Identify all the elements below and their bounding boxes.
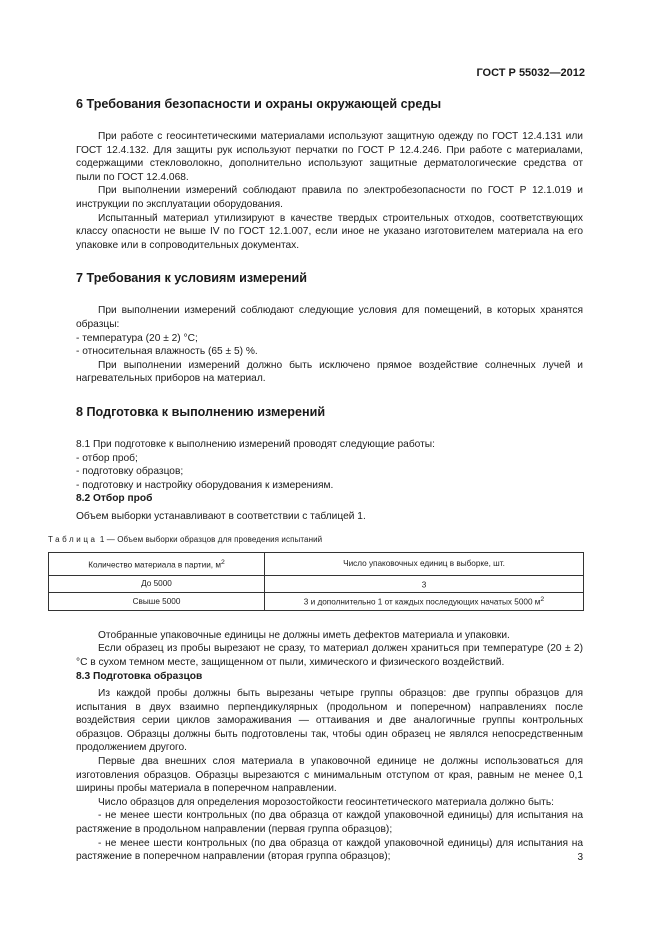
section-6-heading: 6 Требования безопасности и охраны окружающей среды bbox=[76, 97, 442, 111]
standard-number: ГОСТ Р 55032—2012 bbox=[476, 67, 585, 79]
clause-8-3-paragraph-3: Число образцов для определения морозостойкости геосинтетического материала должно быть: bbox=[98, 796, 554, 808]
table-caption-text: 1 — Объем выборки образцов для проведения испытаний bbox=[97, 535, 323, 545]
table-row bbox=[49, 576, 584, 593]
section-7-heading: 7 Требования к условиям измерений bbox=[76, 271, 307, 286]
table-header-row bbox=[49, 553, 584, 576]
table-caption-word: Таблица bbox=[48, 535, 98, 545]
table-note-paragraph-1: Отобранные упаковочные единицы не должны иметь дефектов материала и упаковки. bbox=[98, 629, 510, 641]
section-6-paragraph-3: Испытанный материал утилизируют в качестве твердых строительных отходов, соответствующих классу опасности не выше IV по ГОСТ 12.1.007, если иное не указано изготовителем материала на его упаковке или в сопроводительных документах. bbox=[76, 212, 583, 251]
section-7-bullet-2: - относительная влажность (65 ± 5) %. bbox=[76, 346, 258, 358]
table-header-units: Число упаковочных единиц в выборке, шт. bbox=[265, 553, 584, 576]
table-cell: До 5000 bbox=[49, 576, 265, 593]
clause-8-3-heading: 8.3 Подготовка образцов bbox=[76, 670, 203, 682]
clause-8-3-paragraph-1: Из каждой пробы должны быть вырезаны четыре группы образцов: две группы образцов для испытания в двух взаимно перпендикулярных (продольном и поперечном) направлениях после воздействия серии циклов замораживания — оттаивания и две аналогичные группы контрольных образцов. Образцы должны быть подготовлены так, чтобы один образец не являлся непосредственным продолжением другого. bbox=[76, 688, 583, 754]
table-header-quantity: Количество материала в партии, $м^2$ bbox=[49, 553, 265, 576]
clause-8-1-bullet-1: - отбор проб; bbox=[76, 452, 138, 464]
clause-8-3-paragraph-2: Первые два внешних слоя материала в упаковочной единице не должны использоваться для изготовления образцов. Образцы вырезаются с минимальным отступом от края, равным не менее 0,1 ширины пробы материала в поперечном направлении. bbox=[76, 756, 583, 795]
table-1-caption bbox=[48, 533, 583, 547]
section-7-paragraph-2: При выполнении измерений должно быть исключено прямое воздействие солнечных лучей и нагревательных приборов на материал. bbox=[76, 359, 583, 385]
clause-8-1-bullet-3: - подготовку и настройку оборудования к измерениям. bbox=[76, 479, 334, 491]
table-1 bbox=[48, 552, 584, 611]
table-cell: 3 и дополнительно 1 от каждых последующих начатых 5000 $м^2$ bbox=[265, 593, 584, 610]
clause-8-1: 8.1 При подготовке к выполнению измерений проводят следующие работы: bbox=[76, 438, 435, 450]
clause-8-2-heading: 8.2 Отбор проб bbox=[76, 493, 153, 505]
section-6-paragraph-1: При работе с геосинтетическими материалами используют защитную одежду по ГОСТ 12.4.131 или ГОСТ 12.4.132. Для защиты рук используют перчатки по ГОСТ Р 12.4.246. При работе с материалами, содержащими стекловолокно, дополнительно используют защитные дерматологические средства от пыли по ГОСТ 12.4.068. bbox=[76, 131, 583, 183]
table-row bbox=[49, 593, 584, 610]
page-number: 3 bbox=[577, 852, 583, 863]
section-7-paragraph-1: При выполнении измерений соблюдают следующие условия для помещений, в которых хранятся образцы: bbox=[76, 305, 583, 330]
table-cell: 3 bbox=[265, 576, 584, 593]
section-8-heading: 8 Подготовка к выполнению измерений bbox=[76, 404, 326, 419]
page-content bbox=[48, 96, 583, 864]
table-cell: Свыше 5000 bbox=[49, 593, 265, 610]
clause-8-1-bullet-2: - подготовку образцов; bbox=[76, 466, 184, 478]
clause-8-2-paragraph: Объем выборки устанавливают в соответствии с таблицей 1. bbox=[76, 510, 366, 522]
table-note-paragraph-2: Если образец из пробы вырезают не сразу, то материал должен храниться при температуре (20 ± 2) °С в сухом темном месте, защищенном от пыли, химического и физического воздействий. bbox=[76, 643, 583, 668]
clause-8-3-bullet-1: - не менее шести контрольных (по два образца от каждой упаковочной единицы) для испытания на растяжение в продольном направлении (первая группа образцов); bbox=[76, 810, 583, 836]
clause-8-3-bullet-2: - не менее шести контрольных (по два образца от каждой упаковочной единицы) для испытания на растяжение в поперечном направлении (вторая группа образцов); bbox=[76, 837, 583, 863]
section-6-paragraph-2: При выполнении измерений соблюдают правила по электробезопасности по ГОСТ Р 12.1.019 и инструкции по эксплуатации оборудования. bbox=[76, 185, 583, 210]
section-7-bullet-1: - температура (20 ± 2) °С; bbox=[76, 332, 198, 344]
